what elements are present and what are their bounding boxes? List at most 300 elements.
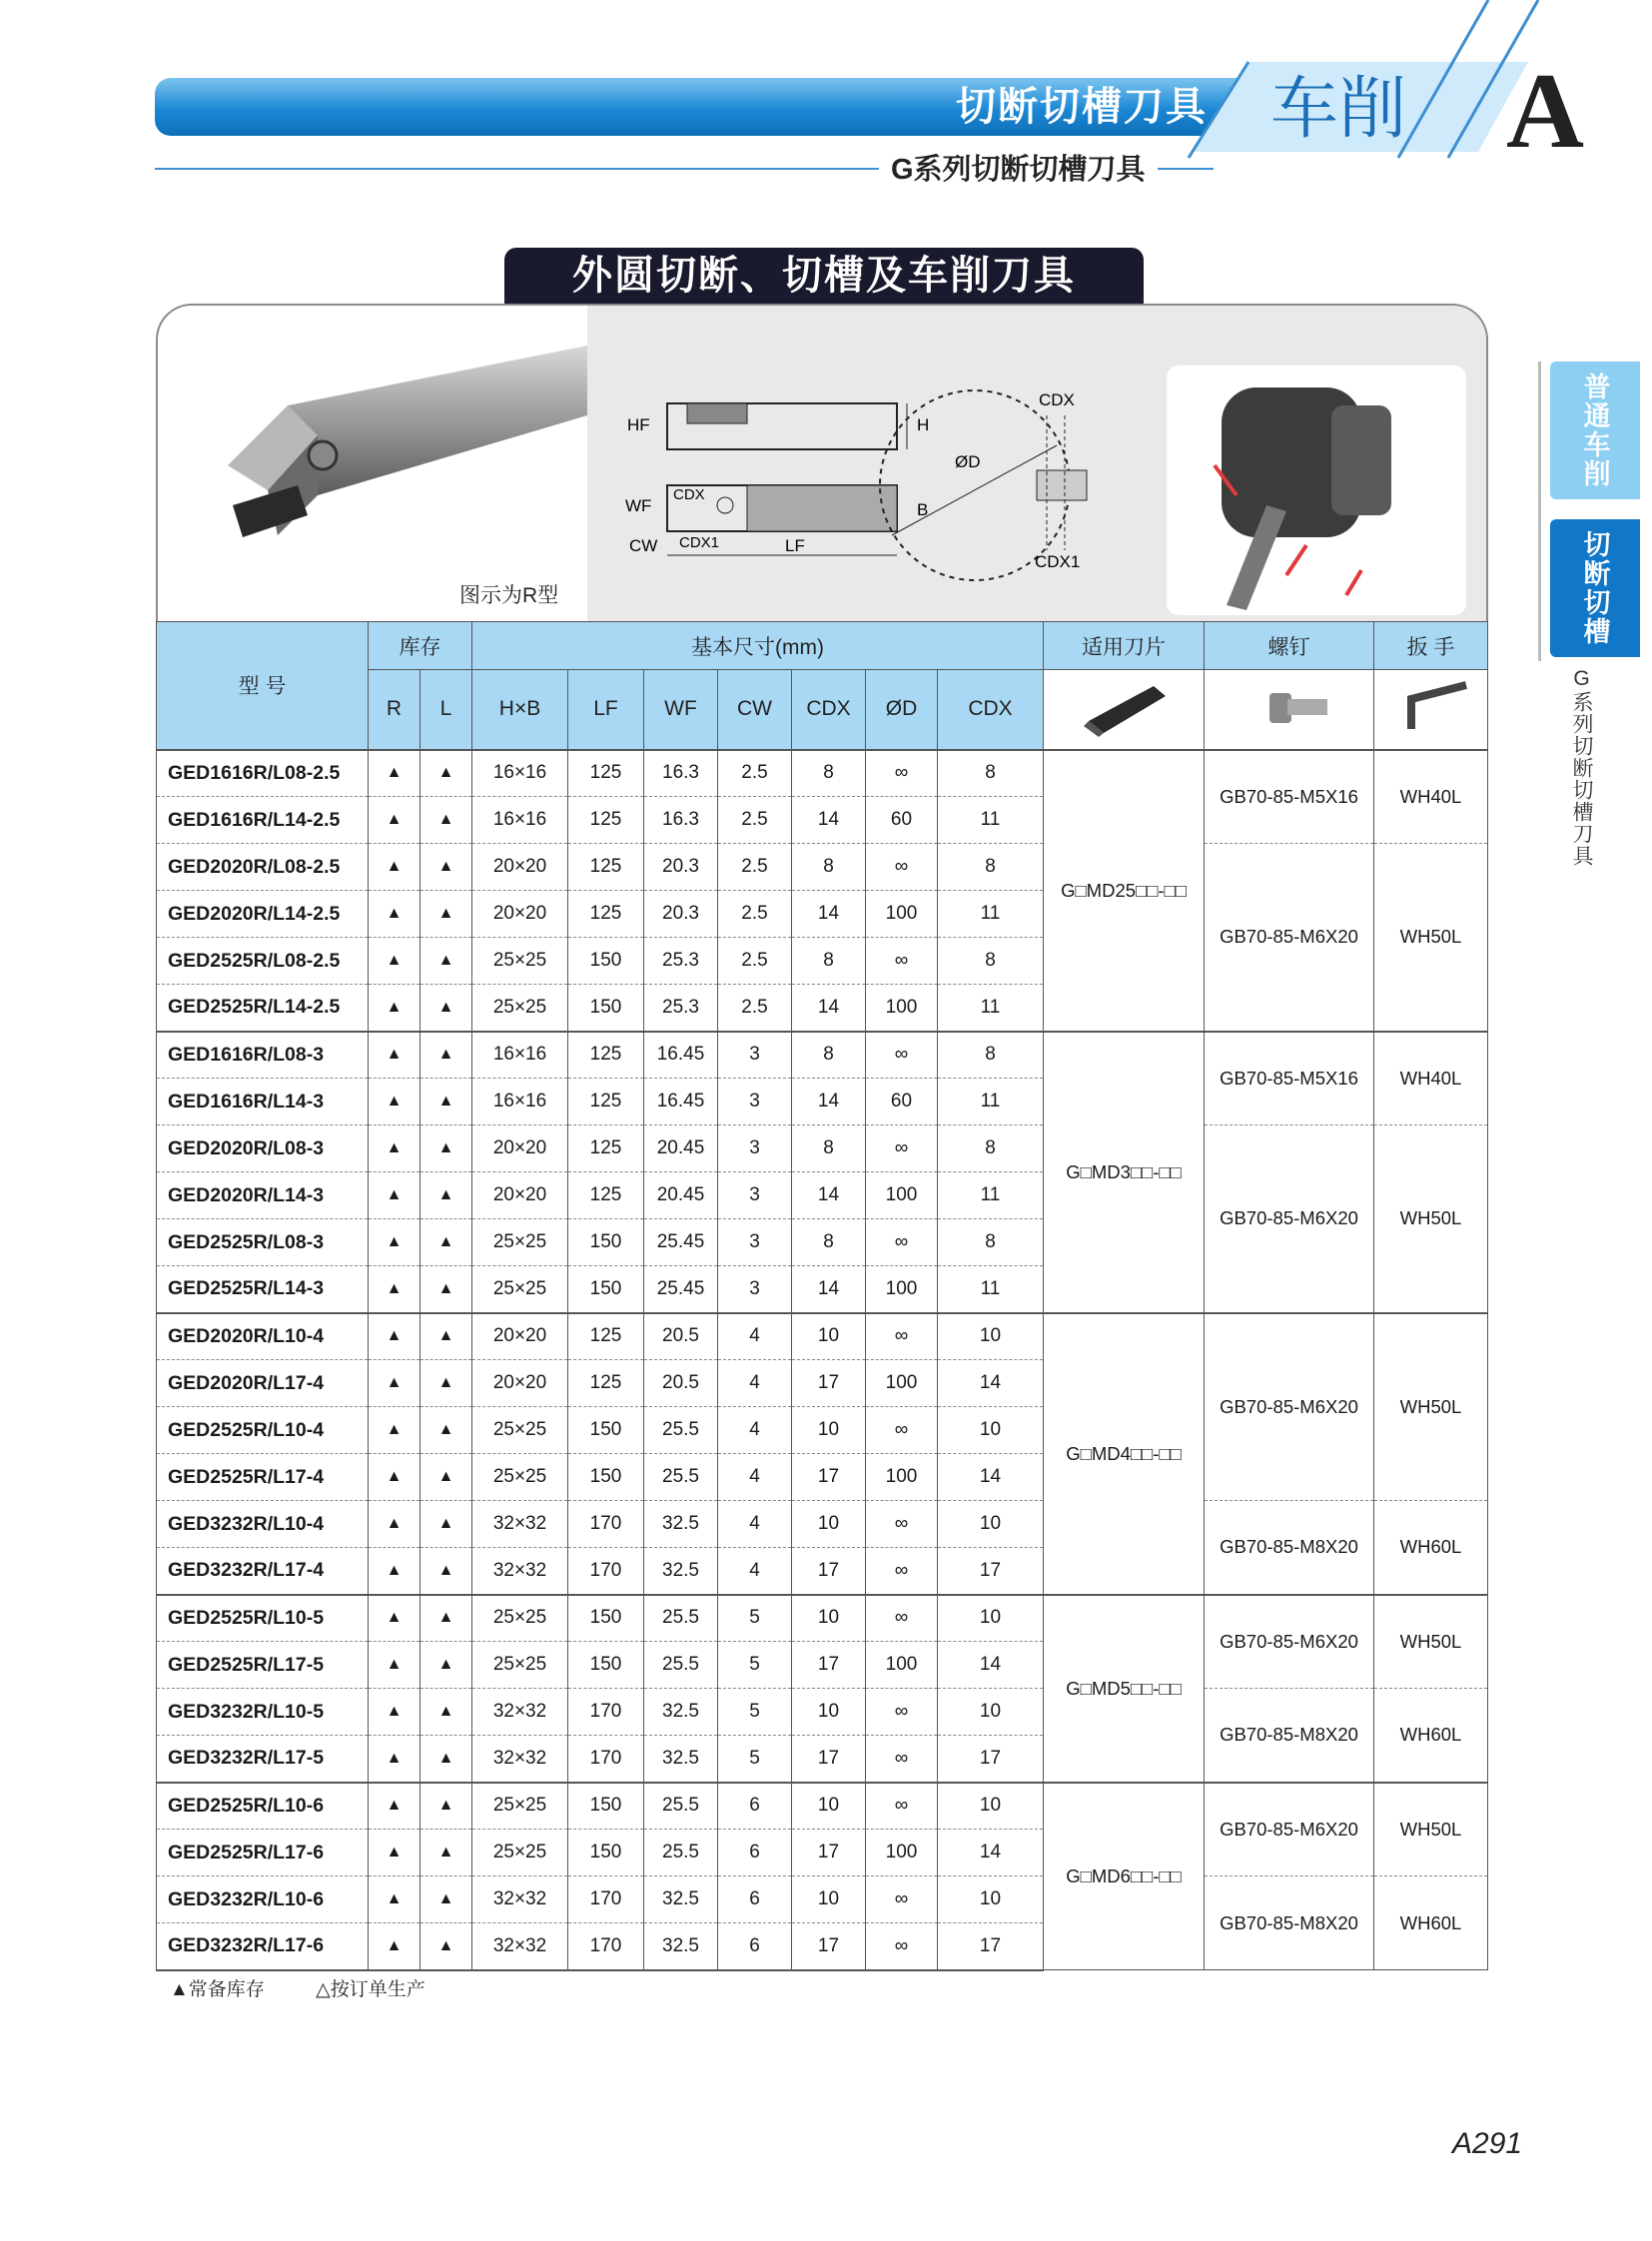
cell-cdx: 14 <box>792 797 866 844</box>
cell-screw: GB70-85-M5X16 <box>1205 750 1374 844</box>
cell-model: GED1616R/L14-2.5 <box>157 797 369 844</box>
cell-wf: 16.3 <box>644 750 718 797</box>
cell-cdx: 17 <box>792 1736 866 1783</box>
cell-od: ∞ <box>866 1689 938 1736</box>
diagram-area <box>587 306 1486 623</box>
col-l: L <box>420 670 472 750</box>
cell-cdx2: 10 <box>938 1501 1044 1548</box>
cell-od: ∞ <box>866 1876 938 1923</box>
cell-lf: 150 <box>568 1830 644 1876</box>
cell-stock-l: ▲ <box>420 1360 472 1407</box>
cell-hb: 25×25 <box>472 1642 568 1689</box>
legend-stock: ▲常备库存 <box>170 1979 265 2000</box>
cell-cdx: 8 <box>792 750 866 797</box>
cell-stock-l: ▲ <box>420 891 472 938</box>
cell-stock-l: ▲ <box>420 1783 472 1830</box>
cell-od: 60 <box>866 797 938 844</box>
cell-cdx: 8 <box>792 1125 866 1172</box>
cell-cdx2: 11 <box>938 891 1044 938</box>
cell-cw: 6 <box>718 1923 792 1970</box>
cell-od: ∞ <box>866 1032 938 1079</box>
cell-stock-l: ▲ <box>420 750 472 797</box>
cell-wf: 20.5 <box>644 1313 718 1360</box>
cell-stock-r: ▲ <box>369 1454 420 1501</box>
cell-od: ∞ <box>866 1923 938 1970</box>
side-tab-rail <box>1538 362 1541 661</box>
cell-wrench: WH50L <box>1374 1783 1488 1876</box>
cell-stock-l: ▲ <box>420 1642 472 1689</box>
cell-wrench: WH40L <box>1374 1032 1488 1125</box>
label-cdx: CDX <box>1039 390 1075 409</box>
cell-lf: 150 <box>568 938 644 985</box>
cell-cw: 5 <box>718 1736 792 1783</box>
cell-cdx: 14 <box>792 985 866 1032</box>
cell-cw: 6 <box>718 1830 792 1876</box>
cell-cdx2: 11 <box>938 1266 1044 1313</box>
cell-model: GED2525R/L14-2.5 <box>157 985 369 1032</box>
cell-wf: 25.5 <box>644 1407 718 1454</box>
cell-cw: 3 <box>718 1032 792 1079</box>
cell-cdx: 8 <box>792 1219 866 1266</box>
cell-stock-r: ▲ <box>369 1923 420 1970</box>
cell-model: GED3232R/L17-4 <box>157 1548 369 1595</box>
cell-cdx2: 8 <box>938 1219 1044 1266</box>
cell-od: 100 <box>866 891 938 938</box>
cell-wf: 32.5 <box>644 1501 718 1548</box>
cell-cw: 2.5 <box>718 797 792 844</box>
cell-lf: 125 <box>568 844 644 891</box>
cell-od: ∞ <box>866 750 938 797</box>
cell-screw: GB70-85-M6X20 <box>1205 1783 1374 1876</box>
cell-wf: 16.3 <box>644 797 718 844</box>
cell-hb: 20×20 <box>472 844 568 891</box>
cell-stock-l: ▲ <box>420 1079 472 1125</box>
cell-cdx: 10 <box>792 1407 866 1454</box>
cell-stock-l: ▲ <box>420 1172 472 1219</box>
cell-stock-r: ▲ <box>369 797 420 844</box>
cell-wf: 25.5 <box>644 1595 718 1642</box>
cell-wf: 25.5 <box>644 1642 718 1689</box>
cell-cw: 2.5 <box>718 891 792 938</box>
cell-cw: 3 <box>718 1219 792 1266</box>
cell-screw: GB70-85-M6X20 <box>1205 1125 1374 1313</box>
header-subtitle: G系列切断切槽刀具 <box>879 150 1158 190</box>
cell-od: 100 <box>866 1454 938 1501</box>
cell-od: ∞ <box>866 938 938 985</box>
side-caption: G系列切断切槽刀具 <box>1570 667 1593 867</box>
cell-cdx: 17 <box>792 1454 866 1501</box>
cell-model: GED2525R/L10-4 <box>157 1407 369 1454</box>
dimension-diagram <box>587 306 1486 623</box>
cell-cw: 5 <box>718 1595 792 1642</box>
cell-stock-r: ▲ <box>369 1689 420 1736</box>
cell-screw: GB70-85-M5X16 <box>1205 1032 1374 1125</box>
cell-stock-r: ▲ <box>369 938 420 985</box>
label-cdx-top: CDX <box>673 486 705 503</box>
cell-lf: 125 <box>568 797 644 844</box>
image-caption: 图示为R型 <box>459 584 559 607</box>
cell-model: GED3232R/L10-5 <box>157 1689 369 1736</box>
cell-od: 100 <box>866 985 938 1032</box>
cell-wf: 32.5 <box>644 1548 718 1595</box>
cell-od: ∞ <box>866 1783 938 1830</box>
cell-screw: GB70-85-M6X20 <box>1205 844 1374 1032</box>
cell-wf: 32.5 <box>644 1689 718 1736</box>
label-h: H <box>917 415 930 434</box>
cell-lf: 150 <box>568 1266 644 1313</box>
cell-screw: GB70-85-M8X20 <box>1205 1501 1374 1595</box>
wrench-image <box>1374 670 1488 750</box>
cell-cw: 4 <box>718 1501 792 1548</box>
cell-cw: 2.5 <box>718 750 792 797</box>
cell-cdx: 8 <box>792 938 866 985</box>
tool-holder-image <box>158 306 597 623</box>
cell-hb: 16×16 <box>472 750 568 797</box>
cell-wf: 32.5 <box>644 1736 718 1783</box>
table-row <box>157 750 1488 797</box>
label-wf: WF <box>625 496 652 515</box>
cell-wf: 25.3 <box>644 938 718 985</box>
col-screw-header: 螺钉 <box>1205 622 1374 670</box>
table-row <box>157 1876 1488 1923</box>
cell-stock-l: ▲ <box>420 985 472 1032</box>
table-row <box>157 1313 1488 1360</box>
cell-cw: 4 <box>718 1407 792 1454</box>
cell-model: GED2525R/L14-3 <box>157 1266 369 1313</box>
cell-lf: 150 <box>568 1219 644 1266</box>
cell-od: 100 <box>866 1642 938 1689</box>
header-category: 车削 <box>1270 71 1407 147</box>
cell-wf: 20.45 <box>644 1172 718 1219</box>
cell-stock-l: ▲ <box>420 1454 472 1501</box>
cell-cdx: 17 <box>792 1642 866 1689</box>
cell-model: GED2020R/L10-4 <box>157 1313 369 1360</box>
insert-image <box>1044 670 1205 750</box>
cell-cdx2: 8 <box>938 750 1044 797</box>
cell-stock-r: ▲ <box>369 891 420 938</box>
cell-cdx2: 14 <box>938 1642 1044 1689</box>
label-lf: LF <box>785 536 805 555</box>
cell-cdx: 14 <box>792 1266 866 1313</box>
cell-lf: 170 <box>568 1923 644 1970</box>
cell-stock-r: ▲ <box>369 1501 420 1548</box>
cell-lf: 125 <box>568 1360 644 1407</box>
cell-cdx: 14 <box>792 891 866 938</box>
col-model-header: 型 号 <box>157 622 369 750</box>
cell-hb: 32×32 <box>472 1923 568 1970</box>
cell-hb: 25×25 <box>472 1266 568 1313</box>
cell-cdx: 17 <box>792 1923 866 1970</box>
table-row <box>157 1783 1488 1830</box>
cell-cdx2: 11 <box>938 1172 1044 1219</box>
cell-stock-l: ▲ <box>420 1548 472 1595</box>
cell-stock-l: ▲ <box>420 1125 472 1172</box>
cell-lf: 150 <box>568 985 644 1032</box>
cell-model: GED1616R/L14-3 <box>157 1079 369 1125</box>
cell-od: ∞ <box>866 1313 938 1360</box>
cell-wrench: WH50L <box>1374 1595 1488 1689</box>
cell-od: ∞ <box>866 1548 938 1595</box>
col-insert-header: 适用刀片 <box>1044 622 1205 670</box>
cell-stock-r: ▲ <box>369 1219 420 1266</box>
cell-wf: 25.5 <box>644 1454 718 1501</box>
cell-insert: G□MD25□□-□□ <box>1044 750 1205 1032</box>
cell-od: ∞ <box>866 844 938 891</box>
cell-cdx2: 11 <box>938 1079 1044 1125</box>
cell-hb: 32×32 <box>472 1736 568 1783</box>
cell-stock-r: ▲ <box>369 1642 420 1689</box>
cell-stock-r: ▲ <box>369 1407 420 1454</box>
label-cw: CW <box>629 536 658 555</box>
cell-wf: 20.3 <box>644 891 718 938</box>
label-od: ØD <box>955 452 981 471</box>
screw-image <box>1205 670 1374 750</box>
cell-wrench: WH40L <box>1374 750 1488 844</box>
cell-od: ∞ <box>866 1736 938 1783</box>
cell-cdx2: 14 <box>938 1360 1044 1407</box>
cell-wrench: WH60L <box>1374 1876 1488 1970</box>
label-cdx1-top: CDX1 <box>679 534 720 551</box>
cell-od: 100 <box>866 1172 938 1219</box>
label-hf: HF <box>627 415 650 434</box>
cell-lf: 150 <box>568 1595 644 1642</box>
cell-stock-r: ▲ <box>369 1783 420 1830</box>
cell-cw: 2.5 <box>718 844 792 891</box>
cell-stock-r: ▲ <box>369 1360 420 1407</box>
cell-model: GED2525R/L17-4 <box>157 1454 369 1501</box>
cell-cw: 6 <box>718 1783 792 1830</box>
cell-hb: 32×32 <box>472 1548 568 1595</box>
cell-stock-l: ▲ <box>420 1266 472 1313</box>
label-cdx1: CDX1 <box>1035 552 1081 571</box>
cell-hb: 20×20 <box>472 1125 568 1172</box>
cell-hb: 20×20 <box>472 1360 568 1407</box>
cell-cdx2: 11 <box>938 985 1044 1032</box>
cell-cdx2: 8 <box>938 1032 1044 1079</box>
cell-od: 100 <box>866 1830 938 1876</box>
cell-model: GED3232R/L10-4 <box>157 1501 369 1548</box>
cell-stock-r: ▲ <box>369 1313 420 1360</box>
cell-cdx2: 14 <box>938 1830 1044 1876</box>
side-tab-general-turning[interactable]: 普通车削 <box>1550 362 1640 499</box>
cell-cdx: 8 <box>792 1032 866 1079</box>
cell-screw: GB70-85-M8X20 <box>1205 1876 1374 1970</box>
cell-stock-l: ▲ <box>420 1689 472 1736</box>
cell-od: ∞ <box>866 1219 938 1266</box>
cell-cw: 5 <box>718 1642 792 1689</box>
cell-cdx: 14 <box>792 1172 866 1219</box>
cell-hb: 20×20 <box>472 1313 568 1360</box>
cell-lf: 150 <box>568 1407 644 1454</box>
cell-cw: 4 <box>718 1454 792 1501</box>
col-wrench-header: 扳 手 <box>1374 622 1488 670</box>
cell-wrench: WH60L <box>1374 1689 1488 1783</box>
cell-cw: 6 <box>718 1876 792 1923</box>
cell-screw: GB70-85-M8X20 <box>1205 1689 1374 1783</box>
cell-hb: 25×25 <box>472 1783 568 1830</box>
cell-lf: 170 <box>568 1876 644 1923</box>
cell-od: ∞ <box>866 1595 938 1642</box>
cell-stock-l: ▲ <box>420 938 472 985</box>
cell-cdx: 14 <box>792 1079 866 1125</box>
cell-stock-r: ▲ <box>369 750 420 797</box>
cell-wrench: WH50L <box>1374 844 1488 1032</box>
col-wf: WF <box>644 670 718 750</box>
cell-lf: 150 <box>568 1642 644 1689</box>
cell-hb: 32×32 <box>472 1501 568 1548</box>
section-title: 外圆切断、切槽及车削刀具 <box>504 248 1144 304</box>
cell-stock-l: ▲ <box>420 1219 472 1266</box>
cell-hb: 25×25 <box>472 1830 568 1876</box>
cell-cw: 5 <box>718 1689 792 1736</box>
cell-model: GED1616R/L08-3 <box>157 1032 369 1079</box>
cell-insert: G□MD3□□-□□ <box>1044 1032 1205 1313</box>
cell-wf: 20.45 <box>644 1125 718 1172</box>
cell-od: ∞ <box>866 1407 938 1454</box>
cell-stock-l: ▲ <box>420 1830 472 1876</box>
cell-hb: 16×16 <box>472 1079 568 1125</box>
cell-hb: 25×25 <box>472 1454 568 1501</box>
cell-hb: 25×25 <box>472 1595 568 1642</box>
cell-model: GED3232R/L10-6 <box>157 1876 369 1923</box>
cell-cdx2: 10 <box>938 1689 1044 1736</box>
cell-model: GED2020R/L17-4 <box>157 1360 369 1407</box>
cell-cw: 4 <box>718 1360 792 1407</box>
cell-lf: 125 <box>568 1079 644 1125</box>
cell-model: GED2020R/L14-3 <box>157 1172 369 1219</box>
cell-lf: 150 <box>568 1783 644 1830</box>
cell-cdx2: 17 <box>938 1923 1044 1970</box>
cell-model: GED2525R/L08-3 <box>157 1219 369 1266</box>
cell-cw: 4 <box>718 1313 792 1360</box>
cell-model: GED3232R/L17-5 <box>157 1736 369 1783</box>
cell-lf: 125 <box>568 1172 644 1219</box>
cell-lf: 125 <box>568 1032 644 1079</box>
cell-lf: 170 <box>568 1689 644 1736</box>
cell-lf: 125 <box>568 891 644 938</box>
cell-stock-r: ▲ <box>369 1548 420 1595</box>
cell-cw: 3 <box>718 1125 792 1172</box>
table-body <box>157 750 1488 1970</box>
table-row <box>157 1125 1488 1172</box>
cell-stock-l: ▲ <box>420 1407 472 1454</box>
cell-stock-l: ▲ <box>420 797 472 844</box>
cell-stock-r: ▲ <box>369 1266 420 1313</box>
cell-model: GED2525R/L10-6 <box>157 1783 369 1830</box>
col-r: R <box>369 670 420 750</box>
cell-cw: 4 <box>718 1548 792 1595</box>
cell-lf: 125 <box>568 1313 644 1360</box>
cell-insert: G□MD4□□-□□ <box>1044 1313 1205 1595</box>
cell-cdx: 10 <box>792 1689 866 1736</box>
cell-stock-l: ▲ <box>420 1501 472 1548</box>
cell-cw: 3 <box>718 1079 792 1125</box>
cell-hb: 32×32 <box>472 1689 568 1736</box>
cell-cw: 3 <box>718 1172 792 1219</box>
cell-hb: 25×25 <box>472 1407 568 1454</box>
cell-wrench: WH50L <box>1374 1313 1488 1501</box>
cell-cw: 3 <box>718 1266 792 1313</box>
cell-cdx: 17 <box>792 1548 866 1595</box>
cell-stock-r: ▲ <box>369 1595 420 1642</box>
cell-hb: 20×20 <box>472 891 568 938</box>
cell-stock-r: ▲ <box>369 1736 420 1783</box>
cell-wf: 20.5 <box>644 1360 718 1407</box>
cell-od: ∞ <box>866 1501 938 1548</box>
cell-model: GED2525R/L17-6 <box>157 1830 369 1876</box>
col-cw: CW <box>718 670 792 750</box>
cell-lf: 170 <box>568 1736 644 1783</box>
cell-cw: 2.5 <box>718 938 792 985</box>
cell-cw: 2.5 <box>718 985 792 1032</box>
cell-stock-l: ▲ <box>420 1595 472 1642</box>
cell-lf: 125 <box>568 750 644 797</box>
cell-hb: 32×32 <box>472 1876 568 1923</box>
cell-model: GED1616R/L08-2.5 <box>157 750 369 797</box>
cell-cdx: 10 <box>792 1501 866 1548</box>
cell-stock-l: ▲ <box>420 1923 472 1970</box>
cell-wf: 16.45 <box>644 1032 718 1079</box>
cell-cdx2: 14 <box>938 1454 1044 1501</box>
cell-model: GED2525R/L10-5 <box>157 1595 369 1642</box>
cell-cdx: 17 <box>792 1360 866 1407</box>
col-lf: LF <box>568 670 644 750</box>
illustration-panel <box>156 304 1488 623</box>
cell-model: GED3232R/L17-6 <box>157 1923 369 1970</box>
cell-stock-l: ▲ <box>420 1736 472 1783</box>
cell-cdx2: 8 <box>938 844 1044 891</box>
cell-hb: 16×16 <box>472 1032 568 1079</box>
cell-lf: 170 <box>568 1501 644 1548</box>
cell-model: GED2020R/L14-2.5 <box>157 891 369 938</box>
cell-wf: 25.5 <box>644 1830 718 1876</box>
cell-hb: 25×25 <box>472 1219 568 1266</box>
cell-cdx2: 11 <box>938 797 1044 844</box>
cell-cdx: 10 <box>792 1595 866 1642</box>
label-b: B <box>917 500 929 519</box>
cell-model: GED2020R/L08-2.5 <box>157 844 369 891</box>
cell-stock-l: ▲ <box>420 1876 472 1923</box>
cell-cdx: 10 <box>792 1876 866 1923</box>
cell-cdx2: 10 <box>938 1407 1044 1454</box>
cell-stock-r: ▲ <box>369 844 420 891</box>
cell-stock-r: ▲ <box>369 1125 420 1172</box>
cell-wf: 16.45 <box>644 1079 718 1125</box>
page-number: A291 <box>1452 2127 1523 2160</box>
cell-cdx2: 10 <box>938 1595 1044 1642</box>
cell-od: 100 <box>866 1360 938 1407</box>
col-cdx: CDX <box>792 670 866 750</box>
cell-lf: 170 <box>568 1548 644 1595</box>
header-title: 切断切槽刀具 <box>956 85 1208 129</box>
cell-wf: 25.3 <box>644 985 718 1032</box>
cell-hb: 25×25 <box>472 985 568 1032</box>
cell-stock-r: ▲ <box>369 1830 420 1876</box>
side-tab-grooving[interactable]: 切断切槽 <box>1550 519 1640 657</box>
cell-stock-r: ▲ <box>369 1032 420 1079</box>
cell-wf: 25.45 <box>644 1219 718 1266</box>
cell-wf: 32.5 <box>644 1876 718 1923</box>
cell-stock-r: ▲ <box>369 1079 420 1125</box>
cell-cdx: 10 <box>792 1783 866 1830</box>
cell-stock-l: ▲ <box>420 844 472 891</box>
cell-lf: 150 <box>568 1454 644 1501</box>
col-basic-header: 基本尺寸(mm) <box>472 622 1044 670</box>
cell-stock-r: ▲ <box>369 1876 420 1923</box>
table-row <box>157 1689 1488 1736</box>
cell-wf: 32.5 <box>644 1923 718 1970</box>
cell-od: ∞ <box>866 1125 938 1172</box>
